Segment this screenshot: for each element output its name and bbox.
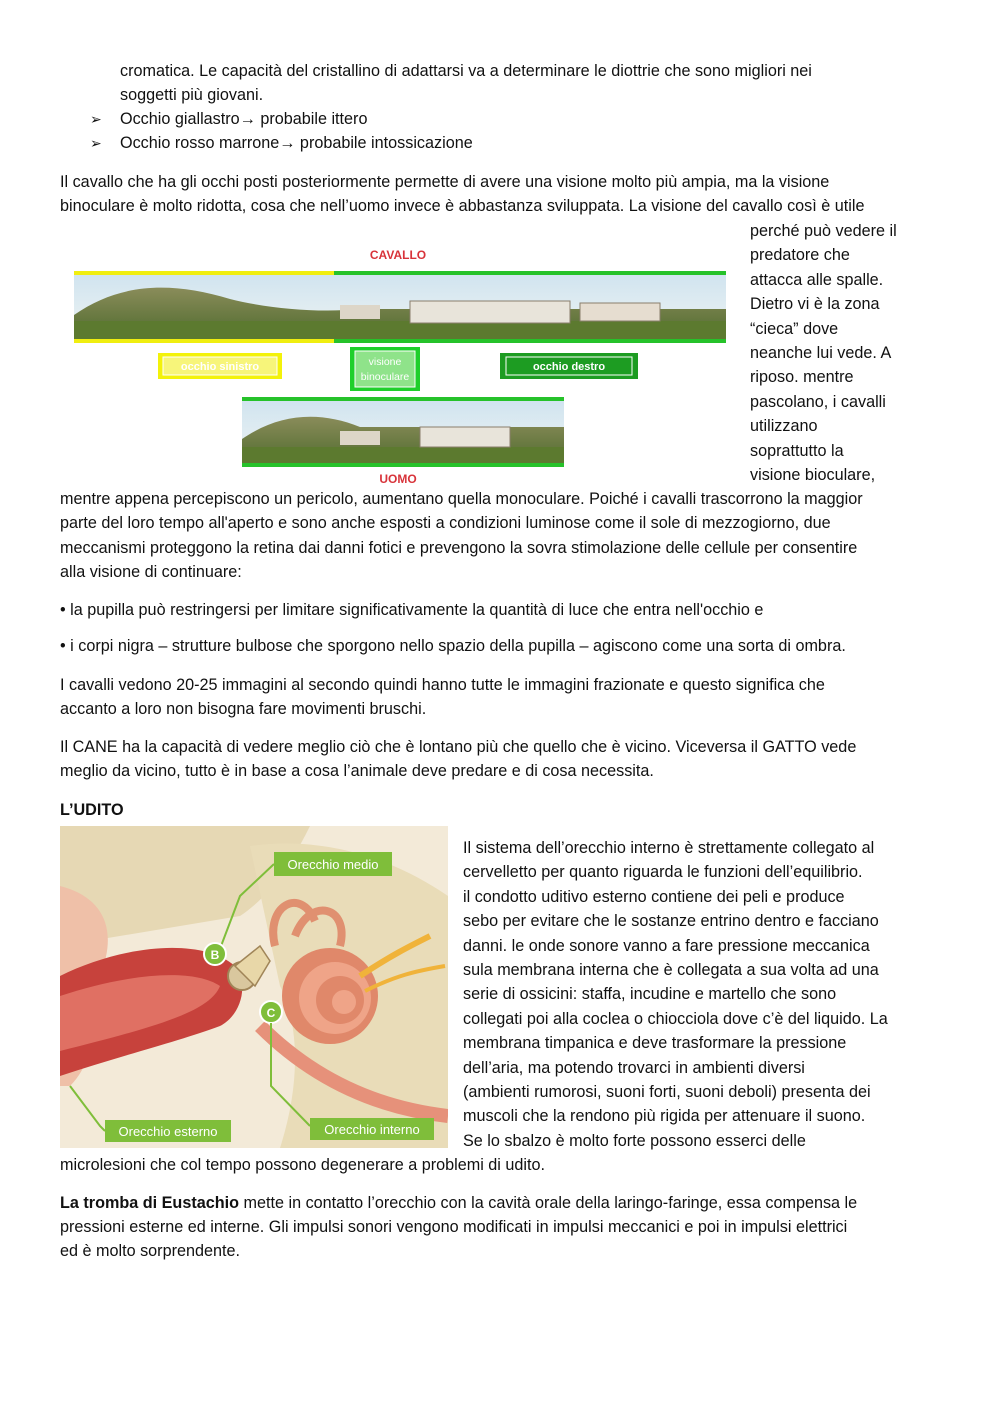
side-line: cervelletto per quanto riguarda le funzioni dell’equilibrio. [463, 863, 863, 882]
para-line: alla visione di continuare: [60, 563, 242, 582]
side-line: pascolano, i cavalli [750, 392, 886, 411]
side-line: neanche lui vede. A [750, 344, 892, 363]
side-line: Il sistema dell’orecchio interno è strettamente collegato al [463, 839, 875, 857]
side-line: Se lo sbalzo è molto forte possono esserci delle [463, 1131, 806, 1150]
side-line: perché può vedere il [750, 222, 897, 240]
frames-line-2: accanto a loro non bisogna fare movimenti bruschi. [60, 700, 427, 718]
bullet-ittero: Occhio giallastro→ probabile ittero [120, 110, 368, 128]
cavallo-label: CAVALLO [369, 248, 427, 262]
horse-para-line-2: binoculare è molto ridotta, cosa che nell’uomo invece è abbastanza sviluppata. La visione del cavallo così è utile [60, 197, 865, 215]
orecchio-medio-label: Orecchio medio [287, 857, 379, 872]
dot-pupilla: • la pupilla può restringersi per limitare significativamente la quantità di luce che entra nell'occhio e [60, 601, 764, 619]
frames-line-1: I cavalli vedono 20-25 immagini al secondo quindi hanno tutte le immagini frazionate e questo significa che [60, 676, 825, 694]
side-line: utilizzano [750, 417, 818, 436]
orecchio-esterno-label: Orecchio esterno [118, 1124, 218, 1139]
ear-para-after: microlesioni che col tempo possono degenerare a problemi di udito. [60, 1156, 546, 1174]
side-line: soprattutto la [750, 441, 844, 460]
para-line: parte del loro tempo all'aperto e sono anche esposti a condizioni luminose come il sole di mezzogiorno, due [60, 514, 831, 533]
para-line: meccanismi proteggono la retina dai danni fotici e prevengono la sovra stimolazione delle cellule per consentire [60, 538, 858, 557]
ear-anatomy-figure [60, 826, 448, 1148]
horse-vision-figure [60, 243, 730, 490]
side-line: riposo. mentre [750, 368, 854, 387]
eustachio-line-1 [60, 1191, 857, 1215]
horse-para-side [750, 219, 897, 487]
binoculare-label: binoculare [360, 371, 410, 383]
side-line: il condotto uditivo esterno contiene dei peli e produce [463, 887, 845, 906]
side-line: predatore che [750, 246, 850, 265]
side-line: danni. le onde sonore vanno a fare pressione meccanica [463, 936, 870, 955]
orecchio-interno-label: Orecchio interno [324, 1122, 420, 1137]
bullet-marker-icon: ➢ [90, 136, 102, 152]
side-line: sula membrana interna che è collegata a sua volta ad una [463, 961, 879, 980]
occhio-sinistro-label: occhio sinistro [180, 361, 260, 373]
intro-line-2: soggetti più giovani. [120, 86, 264, 104]
side-line: Dietro vi è la zona [750, 295, 880, 314]
eustachio-line-3: ed è molto sorprendente. [60, 1242, 240, 1260]
marker-b-label: B [210, 948, 220, 962]
side-line: dell’aria, ma potendo trovarci in ambienti diversi [463, 1058, 805, 1077]
para-line: mentre appena percepiscono un pericolo, aumentano quella monoculare. Poiché i cavalli trascorrono la maggior [60, 490, 863, 508]
bullet-marker-icon: ➢ [90, 112, 102, 128]
eustachio-rest: mette in contatto l’orecchio con la cavità orale della laringo-faringe, essa compensa le [239, 1194, 858, 1212]
side-line: serie di ossicini: staffa, incudine e martello che sono [463, 985, 837, 1004]
bullet-intossicazione: Occhio rosso marrone→ probabile intossicazione [120, 134, 473, 152]
dogcat-line-1: Il CANE ha la capacità di vedere meglio ciò che è lontano più che quello che è vicino. Viceversa il GATTO vede [60, 738, 857, 756]
intro-line-1: cromatica. Le capacità del cristallino di adattarsi va a determinare le diottrie che sono migliori nei [120, 62, 812, 80]
side-line: attacca alle spalle. [750, 270, 884, 289]
side-line: visione bioculare, [750, 466, 876, 485]
eustachio-line-2: pressioni esterne ed interne. Gli impulsi sonori vengono modificati in impulsi meccanici e poi in impulsi elettrici [60, 1218, 848, 1236]
side-line: muscoli che la rendono più rigida per attenuare il suono. [463, 1107, 866, 1126]
eustachio-term: La tromba di Eustachio [60, 1194, 239, 1212]
horse-para-after [60, 487, 863, 585]
side-line: (ambienti rumorosi, suoni forti, suoni deboli) presenta dei [463, 1083, 871, 1102]
dogcat-line-2: meglio da vicino, tutto è in base a cosa l’animale deve predare e di cosa necessita. [60, 762, 654, 780]
dot-corpi-nigra: • i corpi nigra – strutture bulbose che sporgono nello spazio della pupilla – agiscono come una sorta di ombra. [60, 637, 846, 655]
uomo-label: UOMO [379, 472, 417, 486]
side-line: membrana timpanica e deve trasformare la pressione [463, 1034, 847, 1053]
visione-label: visione [368, 356, 402, 368]
ear-para-side [463, 836, 888, 1153]
side-line: sebo per evitare che le sostanze entrino dentro e facciano [463, 912, 879, 931]
marker-c-label: C [266, 1006, 276, 1020]
side-line: collegati poi alla coclea o chiocciola dove c’è del liquido. La [463, 1009, 888, 1028]
udito-heading: L’UDITO [60, 801, 124, 819]
occhio-destro-label: occhio destro [532, 361, 606, 373]
horse-para-line-1: Il cavallo che ha gli occhi posti posteriormente permette di avere una visione molto più ampia, ma la visione [60, 173, 830, 191]
side-line: “cieca” dove [750, 319, 839, 338]
